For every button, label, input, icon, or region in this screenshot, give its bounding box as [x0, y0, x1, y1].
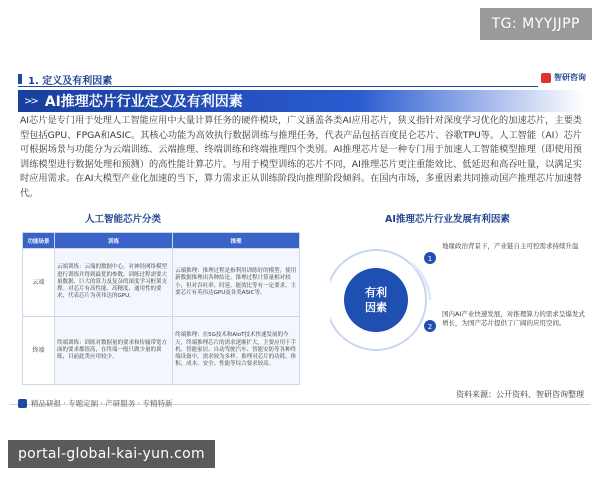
factor-2-text-box [442, 310, 586, 350]
title-banner [18, 90, 584, 112]
center-label-line2: 因素 [365, 301, 387, 314]
right-panel-title: AI推理芯片行业发展有利因素 [385, 214, 510, 225]
double-arrow-icon: >> [24, 95, 37, 107]
chip-classification-table [22, 232, 300, 385]
table-header-infer: 推理 [173, 233, 300, 249]
section-divider [18, 86, 538, 87]
table-header-scene: 功能场景 [23, 233, 55, 249]
table-cell-infer: 云端推理：推理过程是指利用训练好的模型，使用新数据推理出各种结论。推理过程计算量相对较小，但对吞吐率、时延、能效比等有一定要求，主要芯片有英伟达GPU及各类ASIC等。 [173, 249, 300, 317]
table-cell-scene: 云端 [23, 249, 55, 317]
center-label-line1: 有利 [365, 286, 387, 299]
left-panel-title: 人工智能芯片分类 [85, 214, 162, 225]
table-cell-train: 云端训练：云端的数据中心，对神经网络模型进行训练并得到最优的参数，训练过程需要大量数据、巨大的算力及复杂的深度学习框架支撑。对芯片有高性能、高精度、通用性的要求，代表芯片为英伟达的GPU。 [55, 249, 173, 317]
footer-tagline [18, 398, 172, 409]
factor-1-text: 地缘政治背景下，产业链自主可控需求持续升温 [442, 242, 579, 250]
table-row [23, 317, 300, 385]
favorable-factors-diagram [330, 228, 590, 378]
table-cell-scene: 终端 [23, 317, 55, 385]
footer-text: 精品研报 · 专题定制 · 产研服务 · 专精特新 [31, 399, 173, 408]
brand-icon [541, 73, 551, 83]
source-note: 资料来源：公开资料、智研咨询整理 [456, 390, 584, 399]
table-cell-infer: 终端推理：在5G技术和AIoT技术快速发展的今天，终端推理芯片的需求逐渐扩大，主要应用于手机、智能家居、自动驾驶汽车、智能安防等各种终端设备中，需求较为多样。推理对芯片的功耗、体积、成本、安全、性能等综合要求较高。 [173, 317, 300, 385]
center-circle [344, 268, 408, 332]
table-row [23, 249, 300, 317]
factor-1-number: 1 [427, 255, 433, 263]
table-header-train: 训练 [55, 233, 173, 249]
table-cell-train: 终端训练：训练对数据量的要求和传输带宽方面的要求都很高，在终端一般只做少量的训练，目前此类应用较少。 [55, 317, 173, 385]
watermark-tag: TG: MYYJJPP [480, 8, 592, 40]
section-header [18, 71, 584, 87]
section-title: 1. 定义及有利因素 [28, 75, 113, 87]
factor-1-text-box [442, 242, 586, 278]
banner-title: AI推理芯片行业定义及有利因素 [44, 94, 243, 110]
brand-name: 智研咨询 [554, 73, 586, 82]
url-watermark: portal-global-kai-yun.com [8, 440, 215, 468]
factor-2-text: 国内AI产业快速发展，对推理算力的需求呈爆发式增长，为国产芯片提供了广阔的应用空间。 [442, 310, 585, 327]
intro-paragraph: AI芯片是专门用于处理人工智能应用中大量计算任务的硬件模块，广义涵盖各类AI应用芯片，狭义指针对深度学习优化的加速芯片，主要类型包括GPU、FPGA和ASIC。其核心功能为高效执行数据训练与推理任务，代表产品包括百度昆仑芯片、谷歌TPU等。人工智能（AI）芯片可根据场景与功能分为云端训练、云端推理、终端训练和终端推理四个类别。AI推理芯片是一种专门用于加速人工智能模型推理（即使用预训练模型进行数据处理和预测）的高性能计算芯片。与用于模型训练的芯片不同，AI推理芯片更注重能效比、低延迟和高吞吐量，以满足实时应用需求。在AI大模型产业化加速的当下，算力需求正从训练阶段向推理阶段倾斜。在国内市场，多重因素共同推动国产推理芯片加速替代。 [20, 115, 582, 199]
brand-logo [541, 72, 586, 83]
footer-logo-icon [18, 399, 27, 408]
factor-2-number: 2 [427, 323, 433, 331]
section-marker [18, 74, 22, 84]
